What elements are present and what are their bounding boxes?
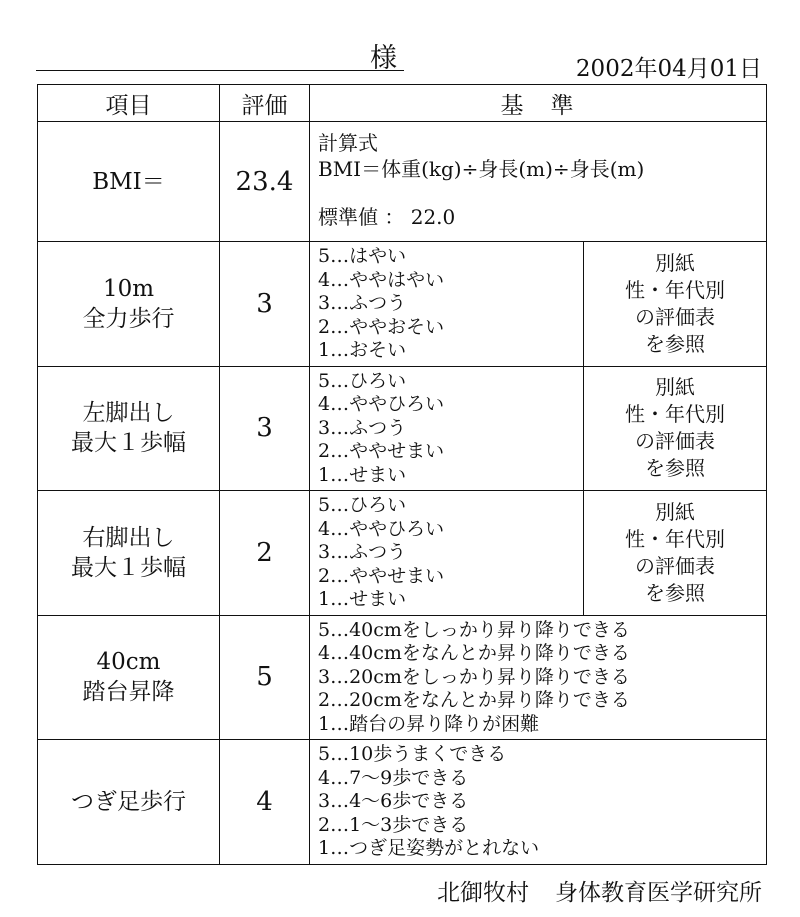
item-cell <box>38 242 220 367</box>
bmi-formula-label: 計算式 <box>318 131 378 155</box>
report-header <box>0 0 800 85</box>
footer-institute: 身体教育医学研究所 <box>555 880 762 906</box>
item-cell <box>38 366 220 491</box>
evaluation-table <box>37 84 767 865</box>
honorific-label: 様 <box>370 43 397 74</box>
criteria-line: 3…20cmをしっかり昇り降りできる <box>318 665 630 688</box>
table-header-row <box>38 85 767 122</box>
criteria-cell <box>310 491 584 616</box>
reference-note <box>584 242 767 367</box>
bmi-item: BMI＝ <box>38 122 220 242</box>
score-value: 3 <box>220 366 310 491</box>
table-row <box>38 242 767 367</box>
criteria-cell <box>310 740 767 865</box>
item-label: 10m <box>102 275 155 302</box>
bmi-score: 23.4 <box>220 122 310 242</box>
report-date: 2002年04月01日 <box>575 56 762 82</box>
criteria-line: 2…1～3歩できる <box>318 813 469 836</box>
item-label: 右脚出し <box>82 524 175 551</box>
item-label: 最大１歩幅 <box>71 554 186 581</box>
criteria-line: 5…40cmをしっかり昇り降りできる <box>318 618 630 641</box>
score-value: 3 <box>220 242 310 367</box>
item-label: つぎ足歩行 <box>71 789 186 815</box>
criteria-line: 2…ややせまい <box>318 440 445 462</box>
reference-note-line: を参照 <box>645 331 705 356</box>
criteria-line: 3…ふつう <box>318 416 407 439</box>
criteria-line: 4…ややひろい <box>318 517 445 540</box>
item-label: 最大１歩幅 <box>71 430 186 457</box>
column-header-item: 項目 <box>38 85 220 122</box>
column-header-score: 評価 <box>220 85 310 122</box>
item-cell <box>38 491 220 616</box>
item-label: 全力歩行 <box>82 305 175 332</box>
reference-note-line: の評価表 <box>635 429 715 454</box>
criteria-line: 1…踏台の昇り降りが困難 <box>318 712 540 735</box>
criteria-line: 4…ややひろい <box>318 393 445 415</box>
criteria-line: 5…はやい <box>318 245 407 267</box>
criteria-cell <box>310 615 767 740</box>
table-row <box>38 366 767 491</box>
item-cell <box>38 740 220 865</box>
item-cell <box>38 615 220 740</box>
score-value: 4 <box>220 740 310 865</box>
reference-note-line: 別紙 <box>655 499 695 524</box>
criteria-line: 4…ややはやい <box>318 268 445 291</box>
item-label: 踏台昇降 <box>82 679 175 706</box>
table-row <box>38 740 767 865</box>
criteria-line: 1…せまい <box>318 463 407 486</box>
reference-note-line: 別紙 <box>655 250 695 275</box>
criteria-line: 2…ややせまい <box>318 564 445 587</box>
score-value: 2 <box>220 491 310 616</box>
name-underline <box>36 70 404 71</box>
footer-village: 北御牧村 <box>437 880 529 906</box>
reference-note-line: の評価表 <box>635 553 715 578</box>
criteria-line: 5…10歩うまくできる <box>318 743 507 765</box>
table-row <box>38 491 767 616</box>
bmi-row <box>38 122 767 242</box>
reference-note-line: 性・年代別 <box>625 526 725 551</box>
item-label: 40cm <box>96 649 161 676</box>
criteria-line: 1…つぎ足姿勢がとれない <box>318 837 540 859</box>
criteria-cell <box>310 366 584 491</box>
criteria-line: 5…ひろい <box>318 494 407 516</box>
reference-note <box>584 491 767 616</box>
reference-note-line: の評価表 <box>635 304 715 329</box>
score-value: 5 <box>220 615 310 740</box>
criteria-line: 3…ふつう <box>318 541 407 563</box>
criteria-line: 2…ややおそい <box>318 315 445 338</box>
criteria-line: 2…20cmをなんとか昇り降りできる <box>318 689 630 711</box>
reference-note-line: 性・年代別 <box>625 402 725 427</box>
bmi-standard: 標準値 ： 22.0 <box>318 205 456 229</box>
criteria-line: 1…せまい <box>318 588 407 610</box>
column-header-criteria: 基 準 <box>310 85 767 122</box>
criteria-cell <box>310 242 584 367</box>
criteria-line: 1…おそい <box>318 339 407 361</box>
bmi-formula: BMI＝体重(kg)÷身長(m)÷身長(m) <box>318 157 645 181</box>
item-label: 左脚出し <box>82 400 175 427</box>
criteria-line: 3…ふつう <box>318 292 407 314</box>
reference-note-line: 性・年代別 <box>625 277 725 302</box>
criteria-line: 5…ひろい <box>318 369 407 392</box>
reference-note <box>584 366 767 491</box>
reference-note-line: 別紙 <box>655 375 695 400</box>
footer-credit <box>437 874 762 907</box>
bmi-criteria <box>310 122 767 242</box>
criteria-line: 3…4～6歩できる <box>318 790 469 812</box>
reference-note-line: を参照 <box>645 580 705 605</box>
table-row <box>38 615 767 740</box>
criteria-line: 4…7～9歩できる <box>318 766 469 789</box>
criteria-line: 4…40cmをなんとか昇り降りできる <box>318 642 630 664</box>
reference-note-line: を参照 <box>645 456 705 481</box>
